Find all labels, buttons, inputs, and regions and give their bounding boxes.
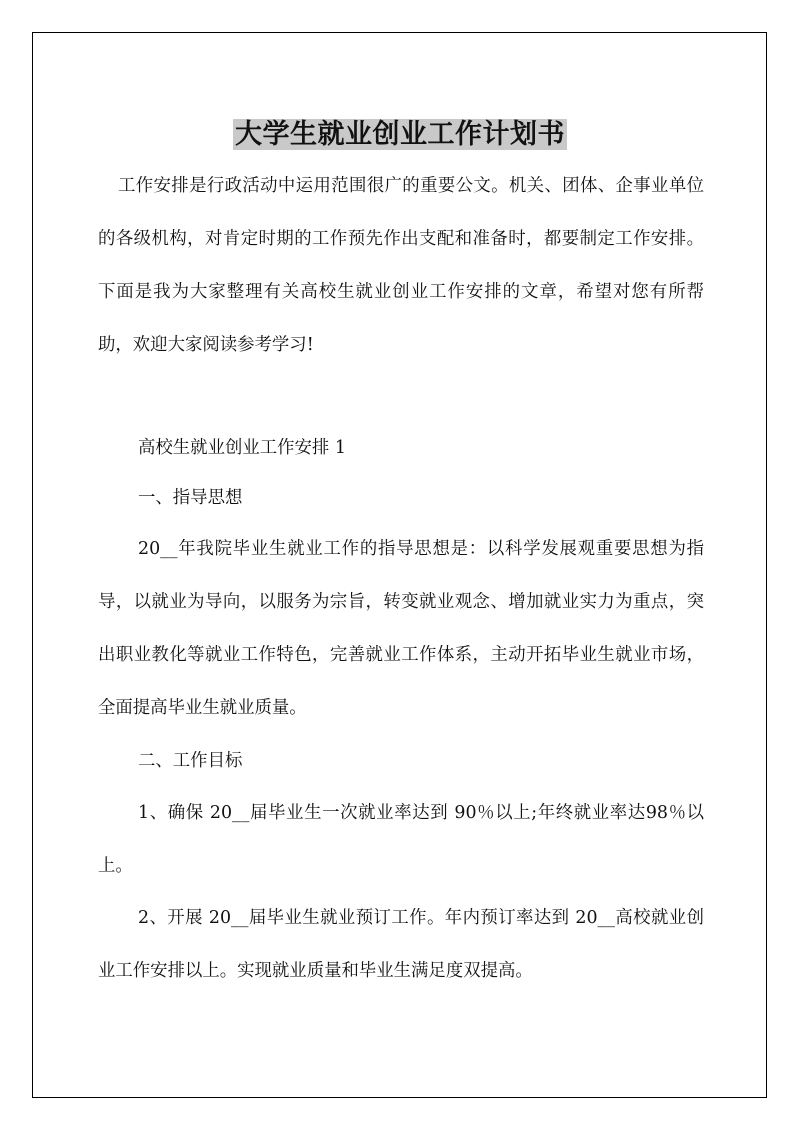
guiding-thought-paragraph: 20__年我院毕业生就业工作的指导思想是：以科学发展观重要思想为指导，以就业为导向，以服务为宗旨，转变就业观念、增加就业实力为重点，突出职业教化等就业工作特色，完善就业工作体系，主动开拓毕业生就业市场，全面提高毕业生就业质量。 <box>98 539 704 718</box>
goal-item-2: 2、开展 20__届毕业生就业预订工作。年内预订率达到 20__高校就业创业工作安排以上。实现就业质量和毕业生满足度双提高。 <box>98 908 704 981</box>
goal-item-1: 1、确保 20__届毕业生一次就业率达到 90％以上;年终就业率达98％以上。 <box>98 803 704 876</box>
heading-guiding-thought: 一、指导思想 <box>138 488 243 508</box>
section-title: 高校生就业创业工作安排 1 <box>138 438 346 458</box>
heading-work-goals: 二、工作目标 <box>138 751 243 771</box>
document-title <box>0 115 800 155</box>
document-title-text: 大学生就业创业工作计划书 <box>235 119 565 151</box>
intro-paragraph: 工作安排是行政活动中运用范围很广的重要公文。机关、团体、企事业单位的各级机构，对肯定时期的工作预先作出支配和准备时，都要制定工作安排。下面是我为大家整理有关高校生就业创业工作安排的文章，希望对您有所帮助，欢迎大家阅读参考学习! <box>98 176 704 355</box>
